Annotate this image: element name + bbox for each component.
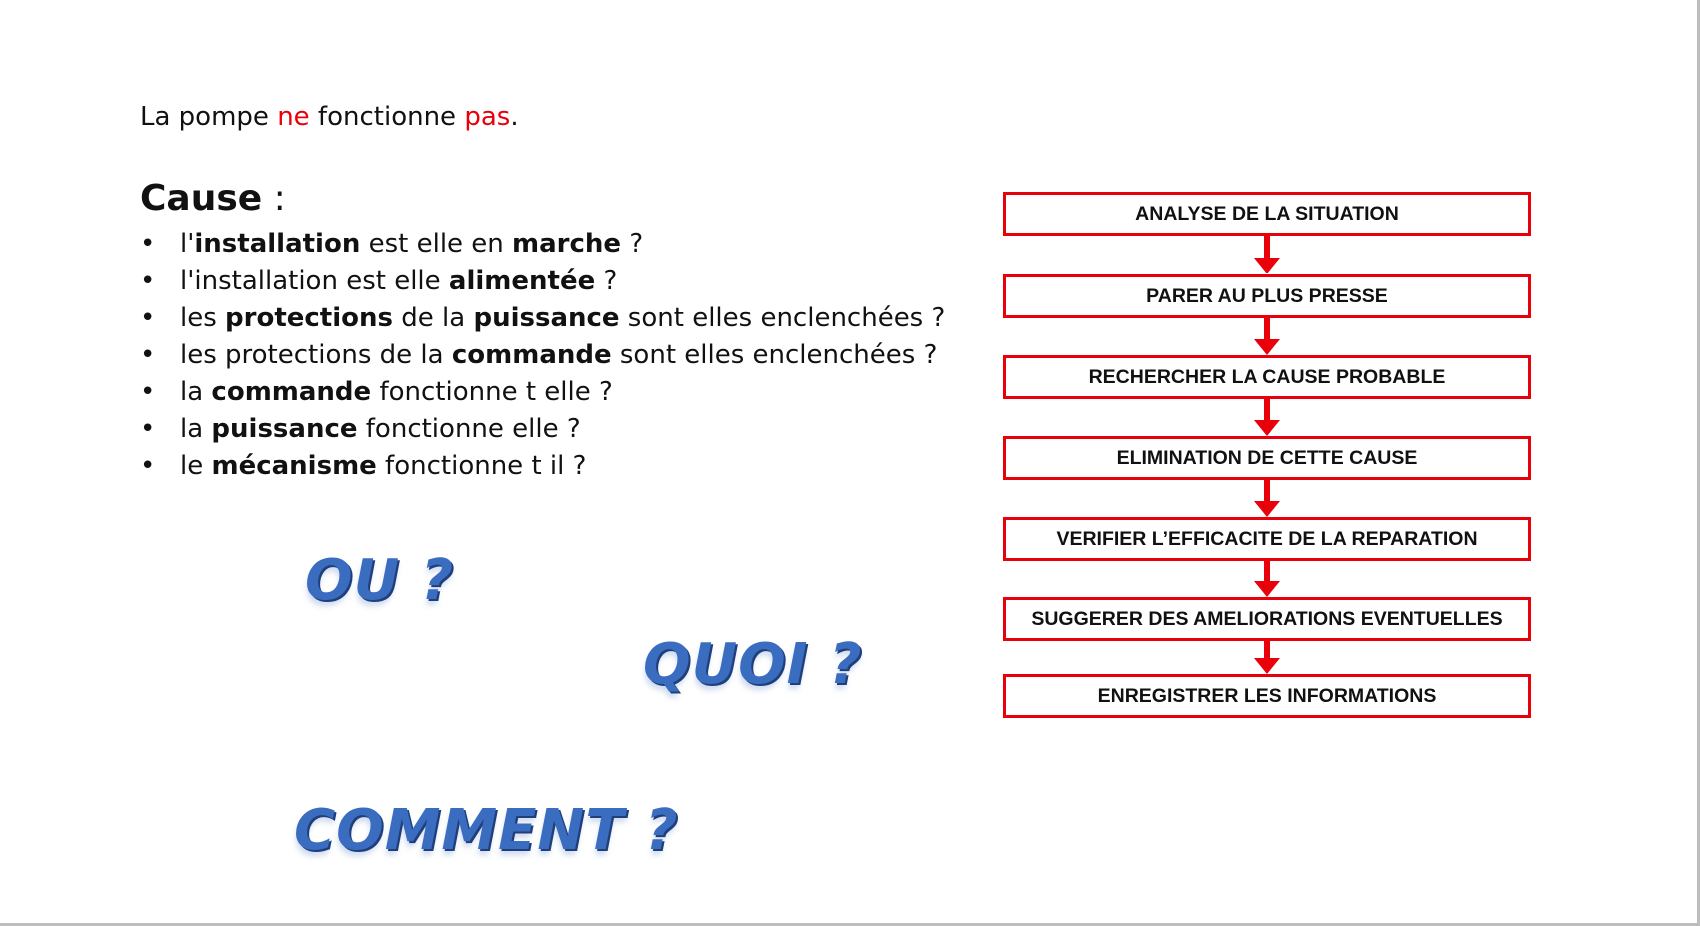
- flow-step-box: [1003, 192, 1531, 236]
- arrow-head: [1254, 258, 1280, 273]
- flow-step-label: ENREGISTRER LES INFORMATIONS: [1097, 684, 1437, 707]
- question-keyword: commande: [211, 377, 372, 407]
- question-text: de la: [393, 303, 474, 333]
- question-keyword: alimentée: [448, 266, 596, 296]
- question-text: la: [180, 414, 212, 444]
- question-text: fonctionne elle ?: [357, 414, 581, 444]
- bullet: •: [140, 229, 156, 259]
- arrow-shaft: [1264, 236, 1270, 260]
- flow-step-box: [1003, 674, 1531, 718]
- flow-step-box: [1003, 274, 1531, 318]
- question-keyword: commande: [451, 340, 612, 370]
- flow-step-box: [1003, 355, 1531, 399]
- arrow-shaft: [1264, 641, 1270, 660]
- question-text: la: [180, 377, 212, 407]
- flow-step-box: [1003, 517, 1531, 561]
- arrow-head: [1254, 658, 1280, 674]
- cause-question-item: [140, 448, 945, 485]
- question-quoi: QUOI ?: [643, 632, 863, 697]
- cause-suffix: :: [262, 178, 286, 219]
- arrow-shaft: [1264, 399, 1270, 422]
- question-keyword: mécanisme: [211, 451, 377, 481]
- cause-question-list: [140, 226, 945, 485]
- arrow-head: [1254, 339, 1280, 355]
- question-text: les protections de la: [180, 340, 452, 370]
- question-text: l': [180, 229, 195, 259]
- bullet: •: [140, 451, 156, 481]
- question-keyword: puissance: [473, 303, 620, 333]
- intro-part-1: La pompe: [140, 102, 278, 132]
- question-ou: OU ?: [305, 548, 455, 613]
- cause-question-item: [140, 411, 945, 448]
- question-text: sont elles enclenchées ?: [611, 340, 938, 370]
- cause-question-item: [140, 263, 945, 300]
- down-arrow-icon: [1254, 399, 1280, 436]
- flow-step-label: ELIMINATION DE CETTE CAUSE: [1116, 446, 1418, 469]
- intro-pas: pas: [464, 102, 511, 132]
- flow-step-box: [1003, 436, 1531, 480]
- question-text: ?: [595, 266, 618, 296]
- bullet: •: [140, 266, 156, 296]
- question-text: l'installation est elle: [180, 266, 449, 296]
- question-text: le: [180, 451, 212, 481]
- question-keyword: marche: [512, 229, 622, 259]
- intro-sentence: [140, 102, 519, 132]
- arrow-head: [1254, 420, 1280, 436]
- down-arrow-icon: [1254, 480, 1280, 517]
- arrow-shaft: [1264, 561, 1270, 583]
- arrow-head: [1254, 581, 1280, 597]
- cause-heading: [140, 178, 286, 219]
- question-text: est elle en: [360, 229, 513, 259]
- arrow-head: [1254, 501, 1280, 517]
- question-keyword: installation: [194, 229, 361, 259]
- intro-part-3: .: [510, 102, 519, 132]
- flow-step-label: PARER AU PLUS PRESSE: [1146, 284, 1388, 307]
- down-arrow-icon: [1254, 561, 1280, 598]
- flow-step-box: [1003, 597, 1531, 641]
- flow-step-label: RECHERCHER LA CAUSE PROBABLE: [1088, 365, 1446, 388]
- down-arrow-icon: [1254, 641, 1280, 678]
- question-keyword: puissance: [211, 414, 358, 444]
- arrow-shaft: [1264, 480, 1270, 503]
- cause-question-item: [140, 226, 945, 263]
- flow-step-label: ANALYSE DE LA SITUATION: [1135, 202, 1399, 225]
- bullet: •: [140, 414, 156, 444]
- question-text: sont elles enclenchées ?: [619, 303, 946, 333]
- arrow-shaft: [1264, 318, 1270, 341]
- question-keyword: protections: [225, 303, 393, 333]
- down-arrow-icon: [1254, 318, 1280, 355]
- flow-step-label: SUGGERER DES AMELIORATIONS EVENTUELLES: [1031, 607, 1503, 630]
- intro-part-2: fonctionne: [309, 102, 465, 132]
- question-text: fonctionne t il ?: [376, 451, 587, 481]
- flow-step-label: VERIFIER L’EFFICACITE DE LA REPARATION: [1056, 527, 1478, 550]
- cause-title: Cause: [140, 178, 263, 219]
- question-text: fonctionne t elle ?: [371, 377, 613, 407]
- cause-question-item: [140, 374, 945, 411]
- cause-question-item: [140, 337, 945, 374]
- cause-question-item: [140, 300, 945, 337]
- bullet: •: [140, 340, 156, 370]
- question-text: ?: [621, 229, 644, 259]
- bullet: •: [140, 303, 156, 333]
- question-comment: COMMENT ?: [294, 798, 679, 863]
- down-arrow-icon: [1254, 236, 1280, 273]
- intro-ne: ne: [277, 102, 310, 132]
- question-text: les: [180, 303, 226, 333]
- bullet: •: [140, 377, 156, 407]
